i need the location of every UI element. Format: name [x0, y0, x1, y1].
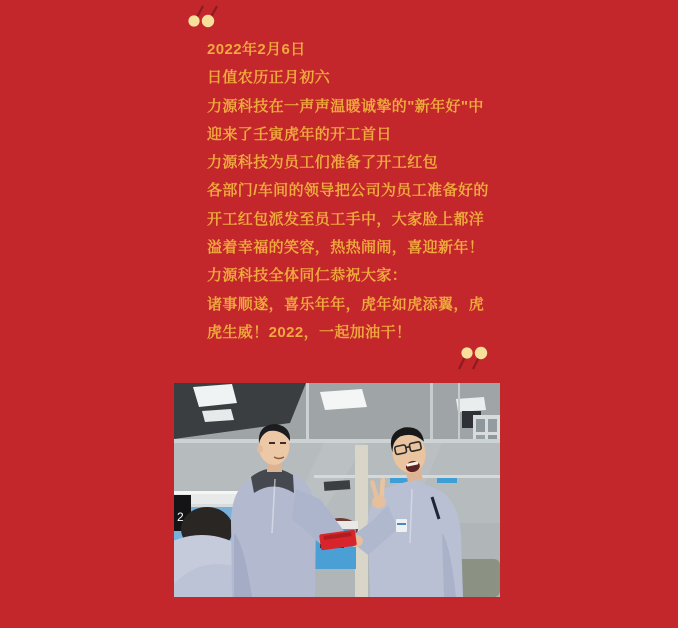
article-line: 2022年2月6日: [207, 41, 306, 58]
open-quote-icon: [185, 3, 219, 31]
svg-text:2: 2: [177, 510, 184, 524]
close-quote-icon: [458, 344, 492, 372]
article-line: 溢着幸福的笑容，热热闹闹，喜迎新年！: [207, 239, 485, 257]
article-line: 力源科技为员工们准备了开工红包: [207, 154, 439, 172]
photo-red-envelope-handover[interactable]: [174, 383, 500, 597]
article-line: 各部门/车间的领导把公司为员工准备好的: [207, 182, 489, 200]
article-line: 力源科技在一声声温暖诚挚的"新年好"中: [207, 97, 484, 115]
article-line: 诸事顺遂，喜乐年年，虎年如虎添翼，虎: [207, 295, 485, 313]
article-line: 迎来了壬寅虎年的开工首日: [207, 125, 392, 143]
article-line: 开工红包派发至员工手中，大家脸上都洋: [207, 210, 485, 228]
article-line: 力源科技全体同仁恭祝大家：: [207, 267, 408, 285]
article-line: 日值农历正月初六: [207, 69, 331, 87]
article-text: [207, 36, 489, 347]
article-line: 虎生威！2022，一起加油干！: [207, 323, 412, 341]
